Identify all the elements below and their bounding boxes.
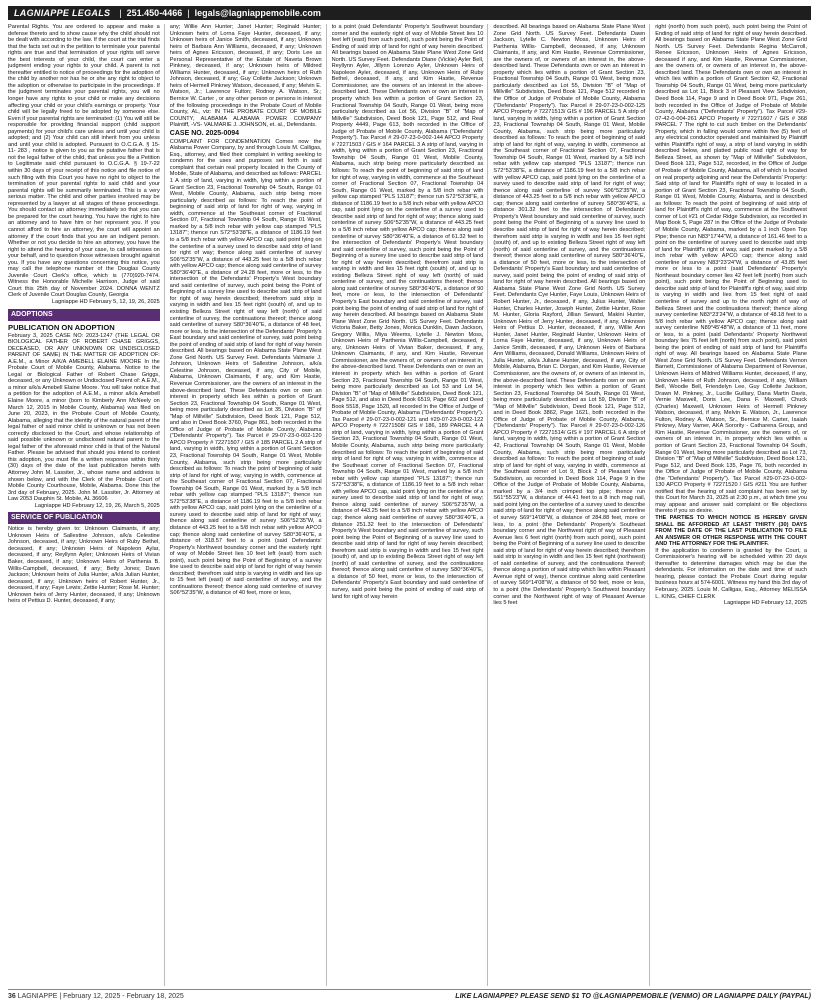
publication-title: PUBLICATION ON ADOPTION [8,322,115,332]
notice-text: COMPLAINT FOR CONDEMNATION Comes now the Alabama Power Company, by and through Louis M. Calligas, Esq., attorney, and filed their complaint in writing seeking to condemn for the uses and purposes set forth in said complaint that certain real property located in the County of Mobile, State of Alabama, and described as follows: PARCEL 1 A strip of land, varying in width, lying within a portion of Grant Section 23, Fractional Township 04 South, Range 01 West, Mobile County, Alabama, such strip being more particularly described as follows: To reach the point of beginning of said strip of land for right of way, varying in width, commence at the Southeast corner of Fractional Section 07, Fractional Township 04 South, Range 01 West, marked by a 5/8 inch rebar with yellow cap stamped "PLS 13187"; thence run S72°53'38"E, a distance of 1186.19 feet to a 5/8 inch rebar with yellow APCO cap, said point lying on the centerline of a survey used to describe said strip of land for right of way; thence along said centerline of survey S06°52'35"W, a distance of 443.25 feet to a 5/8 inch rebar with yellow APCO cap; thence along said centerline of survey S80°36'40"E, a distance of 24.28 feet, more or less, to the intersection of the Defendants' Property's West boundary and said centerline of survey, such point being the Point of Beginning of a survey line used to describe said strip of land for right of way herein described; therefrom said strip is varying in width and lies 15 feet right (south) of, and up to existing Belleza Street right of way left (north) of said centerline of survey, the continuations thereof; thence along said centerline of survey S80°36'40"E, a distance of 48 feet, more or less, to the intersection of the Defendants' Property's East boundary and said centerline of survey, said point being the point of ending of said strip of land for right of way herein described. All bearings based on Alabama State Plane West Zone Grid North. US Survey Feet. Defendants Valmarie J. Johnson, Unknown Heirs of Sallestine Johnson, a/k/a Celestine Johnson, deceased, if any, City of Mobile, Alabama, Unknown Claimants, if any, and Kim Hastie, Revenue Commissioner, are the owners of an interest in the above-described land. These Defendants own or own an interest in property which lies within a portion of Grant Section 23, Fractional Township 04 South, Range 01 West, being more particularly described as Lot 35, Division "B" of "Map of Millville" Subdivision, Deed Book 121, Page 512, and also in Deed Book 3760, Page 861, both recorded in the Office of Judge of Probate of Mobile County, Alabama ("Defendants' Property"). Tax Parcel # 29-07-23-0-002-120 APCO Property # 72271507 / GIS # 185 PARCEL 2 A strip of land, varying in width, lying within a portion of Grant Section 23, Fractional Township 04 South, Range 01 West, Mobile County, Alabama, such strip being more particularly described as follows: To reach the point of beginning of said strip of land for right of way, varying in width, commence at the Southeast corner of Fractional Section 07, Fractional Township 04 South, Range 01 West, marked by a 5/8 inch rebar with yellow cap stamped "PLS 13187"; thence run S72°53'38"E, a distance of 1186.19 feet to a 5/8 inch rebar with yellow APCO cap, said point lying on the centerline of a survey used to describe said strip of land for right of way; thence along said centerline of survey S06°52'35"W, a distance of 443.25 feet to a 5/8 inch rebar with yellow APCO cap; thence along said centerline of survey S80°36'40"E, a distance of 318.57 feet to a point (said Defendants' Property's Northwest boundary corner and the easterly right of way of Mobile Street lies 10 feet left (east) from such point), such point being the Point of Beginning of a survey line used to describe said strip of land for right of way herein described; therefrom said strip is varying in width and lies up to 15 feet left (east) of said centerline of survey, and the continuations thereof; thence along said centerline of survey S06°52'35"W, a distance of 40 feet, more or less, [169,138,322,597]
run-dates: Lagniappe HD February 12, 2025 [723,600,807,607]
notice-warning: THE PARTIES TO WHICH NOTICE IS HEREBY GIVEN SHALL BE AFFORDED AT LEAST THIRTY (30) DAYS FROM THE DATE OF THE LAST PUBLICATION TO FILE AN ANSWER OR OTHER RESPONSE WITH THE COURT AND THE ATTORNEY FOR THE PLAINTIFF. [655,515,807,548]
run-dates: Lagniappe HD February 5, 12, 19, 26, 2025 [51,298,160,305]
notice-text: to a point (said Defendants' Property's Southwest boundary corner and the easterly right of way of Mobile Street lies 10 feet left (east) from such point), such point being the Point of Ending of said strip of land for right of way herein described. All bearings based on Alabama State Plane West Zone Grid North. US Survey Feet. Defendants Diane (Vickie) Ayler Bell, Reyllynn Ayler, Jillynn Lorenzo Ayler, Unknown Heirs of Napoleon Ayler, deceased, if any, Unknown Heirs of Ruby Bethel, deceased, if any, and Kim Hastie, Revenue Commissioner, are the owners of an interest in the above-described land. These Defendants own or own an interest in property which lies within a portion of Grant Section 23, Fractional Township 04 South, Range 01 West, being more particularly described as Lot 56, Division "B" of "Map of Millville" Subdivision, Deed Book 121, Page 512, and Real Property 4449, Page 613, both recorded in the Office of Judge of Probate of Mobile County, Alabama ("Defendants' Property"). Tax Parcel # 29-07-23-0-002-144 APCO Property # 72271503 / GIS # 164 PARCEL 3 A strip of land, varying in width, lying within a portion of Grant Section 23, Fractional Township 04 South, Range 01 West, Mobile County, Alabama, such strip being more particularly described as follows: To reach the point of beginning of said strip of land for right of way, varying in width, commence at the Southeast corner of Fractional Section 07, Fractional Township 04 South, Range 01 West, marked by a 5/8 inch rebar with yellow cap stamped "PLS 13187"; thence run S72°53'38"E, a distance of 1186.19 feet to a 5/8 inch rebar with yellow APCO cap, said point lying on the centerline of a survey used to describe said strip of land for right of way; thence along said centerline of survey S06°52'35"W, a distance of 443.25 feet to a 5/8 inch rebar with yellow APCO cap; thence along said centerline of survey S80°36'40"E, a distance of 61.32 feet to the intersection of Defendants' Property's West boundary and said centerline of survey, such point being the Point of Beginning of a survey line used to describe said strip of land for right of way herein described; therefrom said strip is varying in width and lies 15 feet right (south) of, and up to existing Belleza Street right of way left (north) of said centerline of survey, and the continuations thereof; thence along said centerline of survey S80°36'40"E, a distance of 90 feet, more or less, to the intersection of Defendants' Property's East boundary and said centerline of survey, said point being the point of ending of said strip of land for right of way herein described. All bearings based on Alabama State Plane West Zone Grid North. US Survey Feet. Defendants Victoria Baker, Betty Jones, Monica Dunklin, Dawn Jackson, Gregory Willis, Miya Weems, Lytelle J. Newton Moss, Unknown Heirs of Parthenia Willis-Campbell, deceased, if any, Unknown Heirs of Vivian Baker, deceased, if any, Unknown Claimants, if any, and Kim Hastie, Revenue Commissioner, are the owners of, or owners of an interest in, the above-described land. These Defendants own or own an interest in property which lies within a portion of Grant Section 23, Fractional Township 04 South, Range 01 West, being more particularly described as Lot 53 and Lot 54, Division "B" of "Map of Millville" Subdivision, Deed Book 121, Page 512, and also in Deed Book 6519, Page 602 and Deed Book 5518, Page 1520, all recorded in the Office of Judge of Probate of Mobile County, Alabama ("Defendants' Property"). Tax Parcel # 29-07-23-0-002-121 and #29-07-23-0-002-122 APCO Property # 72271508/ GIS # 186, 189 PARCEL 4 A strip of land, varying in width, lying within a portion of Grant Section 23, Fractional Township 04 South, Range 01 West, Mobile County, Alabama, such strip being more particularly described as follows: To reach the point of beginning of said strip of land for right of way, varying in width, commence at the Southeast corner of Fractional Section 07, Fractional Township 04 South, Range 01 West, marked by a 5/8 inch rebar with yellow cap stamped "PLS 13187"; thence run S72°53'38"E, a distance of 1186.19 feet to a 5/8 inch rebar with yellow APCO cap, said point lying on the centerline of a survey used to describe said strip of land for right of way; thence along said centerline of survey S06°52'35"W, a distance of 443.25 feet to a 5/8 inch rebar with yellow APCO cap; thence along said centerline of survey S80°36'40"E, a distance 251.32 feet to the intersection of Defendants' Property's West boundary and said centerline of survey, such point being the Point of Beginning of a survey line used to describe said strip of land for right of way herein described; therefrom said strip is varying in width and lies 15 feet right (south) of, and up to existing Belleza Street right of way left (north) of said centerline of survey, and the continuations thereof; thence along said centerline of survey S80°36'40"E, a distance of 50 feet, more or less, to the intersection of Defendants' Property's East boundary and said centerline of survey, said point being the point of ending of said strip of land for right of way herein [331,24,484,600]
header-phone: 251.450-4466 [126,8,183,18]
header-email[interactable]: legals@lagniappemobile.com [194,8,321,18]
run-dates: Lagniappe HD February 12, 19, 26, March 5, 2025 [34,502,160,509]
notice-text: Parental Rights. You are ordered to appear and make a defense thereto and to show cause why the child should not be dealt with according to the law. If the court at the trial finds that the facts set out in the petition to terminate your parental rights are true and that termination of your rights will serve the best interests of your child, the court can enter a judgment ending your rights to your child. A parent is not thereafter entitled to notice of proceedings for the adoption of the child by another nor has he or she any right to object to the adoption or otherwise to participate in the proceedings. If the judgment terminates your parental rights, you will no longer have any rights to your child or make any decisions affecting your child or your child's earnings or property. Your child will be legally freed to be adopted by someone else. Even if your parental rights are terminated: (1) You will still be responsible for providing financial support (child support payments) for your child's care unless and until your child is adopted; and (2) Your child can still inherit from you unless and until your child is adopted. Pursuant to O.C.G.A. § 15-11- 283 , notice is given to you as the putative father that is not the legal father of the child, that unless you file a Petition to Legitimate said child pursuant to O.C.G.A. § 19-7-22 within 30 days of your receipt of this notice and file notice of such filing with this Court you have no right to object to the termination of your parental rights to said child and your parental rights will be summarily terminated. This is a very serious matter. The child and other parties involved may be represented by a lawyer at all stages of these proceedings. You should contact an attorney immediately so that you can be prepared for the court hearing. You have the right to hire an attorney and to have him or her represent you. If you cannot afford to hire an attorney, the court will appoint an attorney if the court finds that you are an indigent person. Whether or not you decide to hire an attorney, you have the right to attend the hearing of your case, to call witnesses on your behalf, and to question those witnesses brought against you. If you have any questions concerning this notice, you may call the telephone number of the Douglas County Juvenile Court Clerk's office, which is (770)920-7474. Witness the Honorable Michelle Harrison, Judge of said Court this 25th day of November 2024. DONNA WENTZ Clerk of Juvenile Court Douglas County, Georgia [8,24,160,299]
case-number: CASE NO. 2025-0094 [169,129,240,137]
column-3 [332,24,489,986]
notice-text: any; Willie Ann Hunter; Janet Hunter; Reginald Hunter; Unknown heirs of Lorna Faye Hunter, deceased, if any; Unknown heirs of Janice Smith, deceased, if any; Unknown heirs of Barbara Ann Williams, deceased, if any; Unknown heirs of Agnes Ericsson, deceased, if any; Doris Lee as Personal Representative of the Estate of Naveta Brown Pinkney, deceased, if any; Unknown heirs of Mildred Williams Hunter, deceased, if any; Unknown heirs of Ruth Johnson, deceased, if any; Guy Collette Jackson; Unknown heirs of Hermell Pinkney Watson, deceased, if any; Melvin E. Watson, Jr.; Lawrence Fulton; Rodney A. Watson, Sr.; Bernice W. Carter , or any other person or persons in interest of the following proceedings in the Probate Court of Mobile County, AL, viz: IN THE PROBATE COURT OF MOBILE COUNTY, ALABAMA ALABAMA POWER COMPANY Plaintiff, -VS- VALMARIE J. JOHNSON, et. al., Defendants. [169,24,322,129]
publication-name: LAGNIAPPE LEGALS [14,8,111,18]
notice-text: If the application to condemn is granted by the Court, a Commissioner's hearing will be scheduled within 20 days thereafter to determine damages which may be due the defendants. For information on the date and time of such hearing, please contact the Probate Court during regular business hours at 574-6001. Witness my hand this 3rd day of February, 2025. Louis M. Calligas, Esq., Attorney MELISSA L. KING, CHIEF CLERK [655,547,807,600]
footer-issue: LAGNIAPPE | February 12, 2025 - February 18, 2025 [17,993,184,1000]
column-4 [493,24,650,986]
notice-text: Notice is hereby given to: Unknown Claimants, if any; Unknown Heirs of Sallestine Johnson, a/k/a Celestine Johnson, deceased, if any; Unknown Heirs of Ruby Bethel, deceased, if any; Unknown Heirs of Napoleon Aylar, deceased, if any; Reyllynn Ayler; Unknown Heirs of Vivian Baker, deceased, if any; Unknown Heirs of Parthenia B. Willis-Campbell, deceased, if any; Betty Jones; Dawn Jackson; Unknown heirs of Julia Hunter, a/k/a Julian Hunter, deceased, if any; Unknown heirs of Robert Hunter, Jr., deceased, if any; Faye Lewis; Zettie Hunter; Rose M. Hunter; Unknown heirs of Jerry Hunter, deceased, if any; Unknown heirs of Pettius D. Hunter, deceased, if any; [8,526,160,605]
column-1 [8,24,165,986]
section-header-adoptions: ADOPTIONS [8,309,160,321]
notice-text: February 3, 2025 CASE NO: 2023-1247 (THE LEGAL OR BIOLOGICAL FATHER OF ROBERT CHASE GRIGGS, DECEASED, OR ANY UNKNOWN OR UNDISCLOSED PARENT OF SAME) IN THE MATTER OF ADOPTION OF: A.E.M., a Minor A/K/A AMEBELL ELAINE MOORE In the Probate Court of Mobile County, Alabama. Notice to the Legal or Biological Father of Robert Chase Griggs, deceased, or any Unknown or Undisclosed Parent of: A.E.M., a minor a/k/a Amebell Elaine Moore. You will take notice that a petition for the adoption of A.E.M., a minor a/k/a Amebell Elaine Moore, a minor (born to Kimberly Ann McNeely on March 12, 2015 in Mobile County, Alabama) was filed on June 20, 2023, in the Probate Court of Mobile County, Alabama, alleging that the identity of the natural parent of the legal father of said minor child is unknown or has not been correctly disclosed to the Court, and whose relationship of said possible unknown or undisclosed natural parent to the legal father of the aforesaid minor child is that of the Natural Father. Please be advised that should you intend to contest this adoption, you must file a written response within thirty (30) days of the date of the last publication herein with Attorney John M. Lassiter, Jr., whose name and address is shown below, and with the Clerk of the Probate Court of Mobile County Courthouse, Mobile, Alabama. Done this the 3rd day of February, 2025. John M. Lassiter, Jr. Attorney at Law 2053 Dauphin St. Mobile, AL 36606 [8,332,160,503]
column-5 [655,24,811,986]
page-header: LAGNIAPPE LEGALS | 251.450-4466 | legals@lagniappemobile.com [8,6,811,20]
page-footer [8,989,811,1003]
notice-text: right (north) from such point), such point being the Point of Ending of said strip of land for right of way herein described. All bearings based on Alabama State Plane West Zone Grid North. US Survey Feet. Defendants Regina McCarroll, Renee Ericsson, Unknown Heirs of Agnes Ericsson, deceased if any, and Kim Hastie, Revenue Commissioner, are the owners of, or owners of an interest in, the above-described land. These Defendants own or own an interest in which lies within a portion of Grant Section 42, Fractional Township 04 South, Range 01 West, being more particularly described as Lot 11, Block 3 of Pleasant View Subdivision, Deed Book 114, Page 9 and in Deed Book 971, Page 261, both recorded in the Office of Judge of Probate of Mobile County, Alabama ("Defendants' Property"). Tax Parcel #29-07-42-0-004-261 APCO Property # 72271607 / GIS # 368 PARCEL 7 The right to cut such timber on the Defendants' Property, which in falling would come within five (5) feet of any electrical conductor operated and maintained by Plaintiff within Plaintiff's right of way, a strip of land varying in width described below, and platted public road right of way for Belleza Street, as shown by "Map of Millville" Subdivision, Deed Book 121, Page 512, recorded, in the Office of Judge of Probate of Mobile County, Alabama, all of which is located on real property adjoining and near the Defendants' Property: Said strip of land for Plaintiff's right of way is located in a portion of Grant Section 23, Fractional Township 04 South, Range 01 West, Mobile County, Alabama, and is described as follows: To reach the point of beginning of said strip of land for Plaintiff's right of way, commence at the Southwest corner of Lot #21 of Cedar Ridge Subdivision, as recorded in Map Book 5, Page 287 in the Office of the Judge of Probate of Mobile County, Alabama, marked by a 1 inch Open Top Pipe; thence run N83°17'44"W, a distance of 161.46 feet to a point on the centerline of survey used to describe said strip of land for Plaintiff's right of way, said point marked by a 5/8 inch rebar with yellow APCO cap; thence along said centerline of survey N83°23'24"W, a distance of 43.85 feet more or less to a point (said Defendants' Property's Northeast boundary corner lies 42 feet left (north) from such point), such point being the Point of Beginning used to describe said strip of land for Plaintiff's right of way, said strip is varying in width and lies from 15 feet right of said centerline of survey and up to the north right of way of Belleza Street and the continuations thereof; thence along survey centerline N83°23'24"W, a distance of 48.18 feet to a 5/8 inch rebar with yellow APCO cap; thence along said survey centerline N89°45'48"W, a distance of 11 feet, more or less, to a point (said Defendants' Property Northwest boundary lies 75 feet left (north) from such point), said point being the point of ending of said strip of land for Plaintiff's right of way. All bearings based on Alabama State Plane West Zone Grid North. US Survey Feet. Defendants Vernon Barnett, Commissioner of Alabama Department of Revenue, Unknown Heirs of Mildred Williams Hunter, deceased, if any, Unknown Heirs of Ruth Johnson, deceased, if any, William Bell, Woodie Bell, Friendelyn Lee, Guy Collette Jackson, Drawn M. Pinkney, Jr., Lucille Guillary, Dana Martin Davis, Vernie Maxwell, Doris Lee, Dana F. Maxwell, Chuck (Charles) Maxwell, Unknown Heirs of Hermell Pinkney Watson, deceased, if any, Melvin E. Watson, Jr., Lawrence Fulton, Rodney A. Watson, Sr., Bernice M. Carter, Isaiah Pinkney, Mary Varner, AKA Sorority - Catharena Group, and Kim Hastie, Revenue Commissioner, are the owners of, or owners of an interest in, in property which lies within a portion of Grant Section 23, Fractional Township 04 South, Range 01 West, being more particularly described as Lot 73, Division "B" of "Map of Millville" Subdivision, Deed Book 121, Page 512, and Deed Book 135, Page 76, both recorded in the Office of Judge of Probate of Mobile County, Alabama (the "Defendants' Property"). Tax Parcel #29-07-23-0-002-130 APCO Property # 72271520 / GIS #211 You are further notified that the hearing of said complaint has been set by this Court for March 31, 2025 at 2:30 p.m., at which time you may appear and answer said complaint or file objections thereto if you so desire. [655,24,807,515]
notice-text: described. All bearings based on Alabama State Plane West Zone Grid North. US Survey Feet. Defendants Dawn Jackson, Lytelle C. Newton Moss, Unknown Heirs of Parthenia Willis- Campbell, deceased, if any, Unknown Claimants, if any, and Kim Hastie, Revenue Commissioner, are the owners of, or owners of an interest in, the above-described land. These Defendants own or own an interest in property which lies within a portion of Grant Section 23, Fractional Township 04 South, Range 01 West, being more particularly described as Lot 55, Division "B" of "Map of Millville" Subdivision, Deed Book 121, Page 512 recorded in the Office of Judge of Probate of Mobile County, Alabama ("Defendants' Property"). Tax Parcel # 29-07-23-0-002-125 APCO Property # 72271513/ GIS # 196 PARCEL 5 A strip of land, varying in width, lying within a portion of Grant Section 23, Fractional Township 04 South, Range 01 West, Mobile County, Alabama, such strip being more particularly described as follows: To reach the point of beginning of said strip of land for right of way, varying in width, commence at the Southeast corner of Fractional Section 07, Fractional Township 04 South, Range 01 West, marked by a 5/8 inch rebar with yellow cap stamped "PLS 13187"; thence run S72°53'38"E, a distance of 1186.19 feet to a 5/8 inch rebar with yellow APCO cap, said point lying on the centerline of a survey used to describe said strip of land for right of way; thence along said centerline of survey S06°52'35"W, a distance of 443.25 feet to a 5/8 inch rebar with yellow APCO cap; thence along said centerline of survey S80°36'40"E, a distance 301.32 feet to the intersection of Defendants' Property's West boundary and said centerline of survey, such point being the Point of Beginning of a survey line used to describe said strip of land for right of way herein described; therefrom said strip is varying in width and lies 15 feet right (south) of, and up to existing Belleza Street right of way left (north) of said centerline of survey, and the continuations thereof; thence along said centerline of survey S80°36'40"E, a distance of 50 feet, more or less, to the intersection of Defendants' Property's East boundary and said centerline of survey, said point being the point of ending of said strip of land for right of way herein described. All bearings based on Alabama State Plane West Zone Grid North. US Survey Feet. Defendants Cye Hunter, Faye Louis, Unknown Heirs of Robert Hunter, Jr., deceased, if any, Julius Hunter, Walter Hunter, Charles Hunter, Joseph Hunter, Zettie Hunter, Rose M. Hunter, Gloria Rayford, Jillian Seward, Makini Hunter, Unknown Heirs of Jerry Hunter, deceased, if any, Unknown Heirs of Pettius D. Hunter, deceased, if any, Willie Ann Hunter, Janet Hunter, Reginald Hunter, Unknown Heirs of Lorna Faye Hunter, deceased, if any, Unknown Heirs of Janice Smith, deceased, if any, Unknown Heirs of Barbara Ann Williams, deceased, Donald Williams, Unknown Heirs of Julia Hunter, a/k/a Juliane Hunter, deceased, if any, City of Mobile, Alabama, Brian C. Dorgan, and Kim Hastie, Revenue Commissioner, are the owners of, or owners of an interest in, the above-described land. These Defendants own or own an interest in property which lies within a portion of Grant Section 23, Fractional Township 04 South, Range 01 West, being more particularly described as Lot 59, Division "B" of "Map of Millville" Subdivision, Deed Book 121, Page 512, and in Deed Book 3862, Page 1621, both recorded in the Office of Judge of Probate of Mobile County, Alabama, ("Defendants' Property"). Tax Parcel # 29-07-23-0-002-126 APCO Property # 72271514/ GIS # 197 PARCEL 6 A strip of land, varying in width, lying within a portion of Grant Section 42, Fractional Township 04 South, Range 01 West, Mobile County, Alabama, such strip being more particularly described as follows: To reach the point of beginning of said strip of land for right of way, varying in width, commence at the Southeast corner of Lot 9, Block 2 of Pleasant View Subdivision, as recorded in Deed Book 114, Page 9 in the Office of the Judge of Probate of Mobile County, Alabama, marked by a 3/4 inch crimped top pipe; thence run S61°55'23"W, a distance of 44.41 feet to a 8 inch mag nail, said point lying on the centerline of a survey used to describe said strip of land for right of way; thence along said centerline of survey S69°14'08"W, a distance of 284.88 feet, more or less, to a point (the Defendants' Property's Southeast boundary corner and the Northwest right of way of Pleasant Avenue lies 6 feet right (north) from such point), such point being the Point of Beginning of a survey line used to describe said strip of land for right of way herein described; therefrom said strip is varying in width and lies 15 feet right (northwest) of said centerline of survey, and the continuations thereof; thence along a portion of said strip which lies within Pleasant Avenue right of way), thence continue along said centerline of survey S69°14'08"W, a distance of 50 feet, more or less, to a point (the Defendants' Property's Southwest boundary corner and the Northwest right of way of Pleasant Avenue lies 5 feet [493,24,646,607]
section-header-service-of-publication: SERVICE OF PUBLICATION [8,512,160,524]
page-number: 36 [8,993,16,1000]
column-2 [170,24,327,986]
legal-notices-columns [8,24,811,986]
footer-support-message: LIKE LAGNIAPPE? PLEASE SEND $1 TO @LAGNIAPPEMOBILE (VENMO) OR LAGNIAPPE DAILY (PAYPAL) [455,993,811,1000]
